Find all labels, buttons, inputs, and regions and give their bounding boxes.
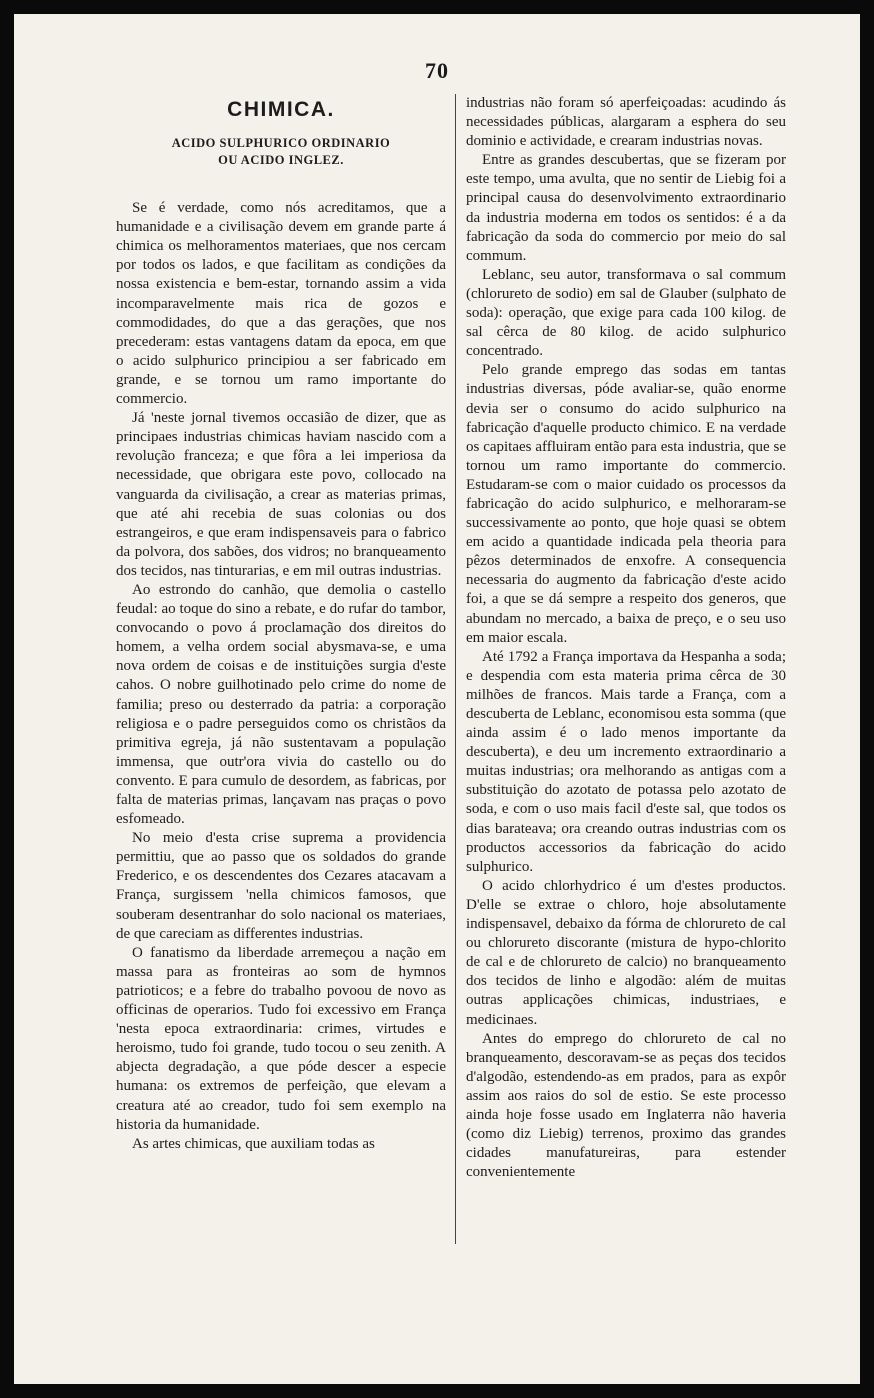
paragraph: Pelo grande emprego das sodas em tantas industrias diversas, póde avaliar-se, quão enorme devia ser o consumo do acido sulphurico na fabricação d'aquelle producto chimico. E na verdade os capitaes affluiram então para esta industria, que se tornou um ramo importante do commercio. Estudaram-se com o maior cuidado os processos da fabricação do acido sulphurico, e melhoraram-se successivamente ao ponto, que hoje quasi se obtem em acido a quantidade indicada pela theoria para pêzos determinados de enxofre. A consequencia necessaria do augmento da fabricação d'este acido foi, a que se dá sempre a respeito dos generos, que abundam no mercado, a baixa de preço, e o seu uso em maior escala. — [466, 362, 786, 646]
paragraph: Antes do emprego do chlorureto de cal no branqueamento, descoravam-se as peças dos tecidos d'algodão, estendendo-as em prados, para as expôr assim aos raios do sol de estio. Se este processo ainda hoje fosse usado em Inglaterra não haveria (como diz Liebig) terrenos, proximo das grandes cidades manufatureiras, para estender convenientemente — [466, 1030, 786, 1181]
section-title: CHIMICA. — [227, 98, 335, 121]
subtitle-line-2: OU ACIDO INGLEZ. — [218, 153, 344, 168]
left-column — [116, 88, 446, 1154]
article-subtitle — [116, 135, 446, 169]
paragraph: Ao estrondo do canhão, que demolia o castello feudal: ao toque do sino a rebate, e do rufar do tambor, convocando o povo á proclamação dos direitos do homem, a velha ordem social abysmava-se, e uma nova ordem de coisas e de instituições surgia d'este cahos. O nobre guilhotinado pelo crime do nome de familia; preso ou desterrado da patria: a corporação religiosa e o padre perseguidos como os christãos da primitiva egreja, já não sustentavam a população immensa, que outr'ora vivia do castello ou do convento. E para cumulo de desordem, as fabricas, por falta de materias primas, lançavam nas praças o povo esfomeado. — [116, 581, 446, 828]
paragraph: Até 1792 a França importava da Hespanha a soda; e despendia com esta materia prima cêrca de 30 milhões de francos. Mais tarde a França, com a descuberta de Leblanc, economisou esta somma (que ainda assim é o lado menos importante da descuberta), e deu um incremento extraordinario a muitas industrias; ora melhorando as antigas com a substituição do azotato de potassa pelo azotato de soda, e com o uso mais facil d'este sal, que todos os dias barateava; ora creando outras industrias com os productos accessorios da fabricação do acido sulphurico. — [466, 648, 786, 875]
column-divider — [455, 94, 456, 1244]
paragraph: Se é verdade, como nós acreditamos, que a humanidade e a civilisação devem em grande parte á chimica os melhoramentos materiaes, que nos cercam por todos os lados, e que facilitam as condições da nossa existencia e bem-estar, tornando assim a vida incomparavelmente mais rica de gozos e commodidades, do que a das gerações, que nos precederam: estas vantagens datam da epoca, em que o acido sulphurico principiou a ser fabricado em grande, e se tornou um ramo importante do commercio. — [116, 200, 446, 408]
paragraph: O acido chlorhydrico é um d'estes productos. D'elle se extrae o chloro, hoje absolutamente indispensavel, debaixo da fórma de chlorureto de cal ou chlorureto discorante (mistura de hypo-chlorito de cal e de chlorureto de calcio) no branqueamento dos tecidos de linho e algodão: além de muitas outras applicações chimicas, industriaes, e medicinaes. — [466, 877, 786, 1028]
page-number: 70 — [425, 58, 449, 83]
paragraph: Leblanc, seu autor, transformava o sal commum (chlorureto de sodio) em sal de Glauber (sulphato de soda): operação, que exige para cada 100 kilog. de sal cêrca de 80 kilog. de acido sulphurico concentrado. — [466, 266, 786, 360]
right-column — [466, 94, 786, 1182]
paragraph: Já 'neste jornal tivemos occasião de dizer, que as principaes industrias chimicas haviam nascido com a revolução franceza; e que fôra a lei imperiosa da necessidade, que obrigara este povo, collocado na vanguarda da civilisação, a crear as materias primas, que até ahi recebia de suas colonias ou dos estrangeiros, e que eram indispensaveis para o fabrico da polvora, dos sabões, dos vidros; no branqueamento dos tecidos, nas tinturarias, e em mil outras industrias. — [116, 410, 446, 579]
paragraph: Entre as grandes descubertas, que se fizeram por este tempo, uma avulta, que no sentir de Liebig foi a principal causa do desenvolvimento extraordinario da industria moderna em todos os sentidos: é a da fabricação da soda do commercio por meio do sal commum. — [466, 152, 786, 264]
subtitle-line-1: ACIDO SULPHURICO ORDINARIO — [171, 136, 391, 151]
document-page — [14, 14, 860, 1384]
paragraph: O fanatismo da liberdade arremeçou a nação em massa para as fronteiras ao som de hymnos patrioticos; e a febre do trabalho povoou de novo as officinas de operarios. Tudo foi excessivo em França 'nesta epoca extraordinaria: crimes, virtudes e heroismo, tudo foi grande, tudo tocou o seu zenith. A abjecta degradação, a que póde descer a especie humana: os extremos de perfeição, que elevam a creatura até ao creador, tudo foi sem exemplo na historia da humanidade. — [116, 944, 446, 1133]
paragraph: No meio d'esta crise suprema a providencia permittiu, que ao passo que os soldados do grande Frederico, e os descendentes dos Cezares atacavam a França, surgissem 'nella chimicos famosos, que souberam desentranhar do solo nacional os materiaes, de que careciam as differentes industrias. — [116, 830, 446, 942]
paragraph: As artes chimicas, que auxiliam todas as — [132, 1135, 375, 1152]
paragraph: industrias não foram só aperfeiçoadas: acudindo ás necessidades públicas, alargaram a esphera do seu dominio e actividade, e crearam industrias novas. — [466, 95, 786, 150]
